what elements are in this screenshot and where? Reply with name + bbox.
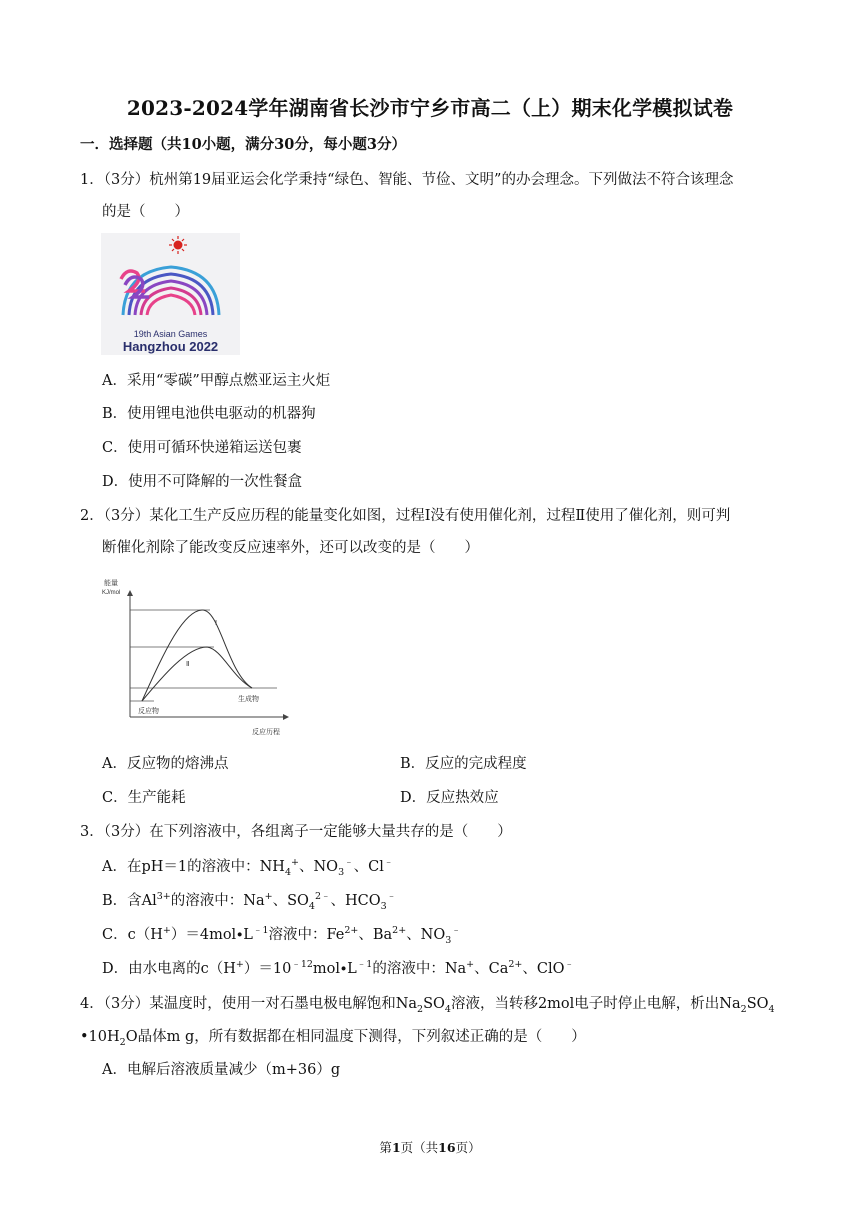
q1-option-d[interactable]: D．使用不可降解的一次性餐盒	[102, 474, 303, 490]
q3-stem: 3．（3分）在下列溶液中，各组离子一定能够大量共存的是（ ）	[80, 824, 512, 840]
logo-text-line1: 19th Asian Games	[133, 329, 208, 339]
q1-option-a[interactable]: A．采用“零碳”甲醇点燃亚运主火炬	[102, 373, 331, 389]
graph-label-curve2: Ⅱ	[186, 661, 190, 668]
q3-option-b[interactable]: B．含$Al^{3+}$的溶液中：Na+、$SO_4^{2﹣}$、$HCO_3^﹣$	[102, 891, 397, 912]
graph-curve-1	[142, 610, 252, 701]
footer-total-pages: 16	[438, 1140, 456, 1155]
q4-stem-line1: 4．（3分）某温度时，使用一对石墨电极电解饱和$Na_2SO_4$溶液，当转移2mol电子时停止电解，析出$Na_2SO_4$	[80, 996, 775, 1015]
q2-option-b[interactable]: B．反应的完成程度	[400, 756, 527, 772]
footer-page-number: 1	[391, 1140, 401, 1155]
section-heading: 一．选择题（共10小题，满分30分，每小题3分）	[80, 136, 406, 153]
footer-mid: 页（共	[400, 1140, 439, 1155]
graph-ylabel: 能量	[104, 580, 118, 587]
exam-title: 2023-2024学年湖南省长沙市宁乡市高二（上）期末化学模拟试卷	[126, 96, 734, 120]
q1-stem-line1: 1．（3分）杭州第19届亚运会化学秉持“绿色、智能、节俭、文明”的办会理念。下列做法不符合该理念	[80, 172, 734, 188]
graph-curve-2	[142, 647, 252, 701]
q3-option-a[interactable]: A．在pH＝1的溶液中：$NH_4^+$、$NO_3^﹣$、Cl﹣	[102, 857, 394, 878]
q4-stem-line2: $•10H_2O$晶体m g，所有数据都在相同温度下测得，下列叙述正确的是（ ）	[80, 1029, 586, 1048]
q4-option-a[interactable]: A．电解后溶液质量减少（m+36）g	[102, 1062, 341, 1078]
q3-option-d[interactable]: D．由水电离的$c(H^+)=10^{﹣12}mol\cdot L^{﹣1}$的溶液中：Na+、$Ca^{2+}$、ClO﹣	[102, 959, 575, 977]
q1-stem-line2: 的是（ ）	[102, 204, 189, 220]
q2-stem-line2: 断催化剂除了能改变反应速率外，还可以改变的是（ ）	[102, 540, 479, 556]
graph-yunit: KJ/mol	[102, 590, 121, 596]
graph-label-product: 生成物	[238, 696, 259, 703]
page-footer	[0, 1138, 860, 1156]
q3-option-c[interactable]: C．$c(H^+)=4mol\cdot L^{﹣1}$溶液中：$Fe^{2+}$、$Ba^{2+}$、$NO_3^﹣$	[102, 925, 461, 946]
q2-stem-line1: 2．（3分）某化工生产反应历程的能量变化如图，过程Ⅰ没有使用催化剂，过程Ⅱ使用了催化剂，则可判	[80, 508, 731, 524]
graph-xlabel: 反应历程	[252, 729, 280, 736]
q2-option-a[interactable]: A．反应物的熔沸点	[102, 756, 229, 772]
graph-label-curve1: Ⅰ	[215, 620, 218, 627]
footer-post: 页）	[455, 1140, 481, 1155]
q1-option-c[interactable]: C．使用可循环快递箱运送包裹	[102, 440, 302, 456]
energy-profile-graph	[102, 577, 292, 737]
logo-text-line2: Hangzhou 2022	[122, 339, 219, 354]
asian-games-emblem-icon	[101, 233, 240, 329]
footer-pre: 第	[379, 1140, 392, 1155]
asian-games-logo	[101, 233, 240, 355]
q2-option-c[interactable]: C．生产能耗	[102, 790, 186, 806]
q1-option-b[interactable]: B．使用锂电池供电驱动的机器狗	[102, 406, 316, 422]
q2-option-d[interactable]: D．反应热效应	[400, 790, 499, 806]
graph-label-reactant: 反应物	[138, 708, 159, 715]
